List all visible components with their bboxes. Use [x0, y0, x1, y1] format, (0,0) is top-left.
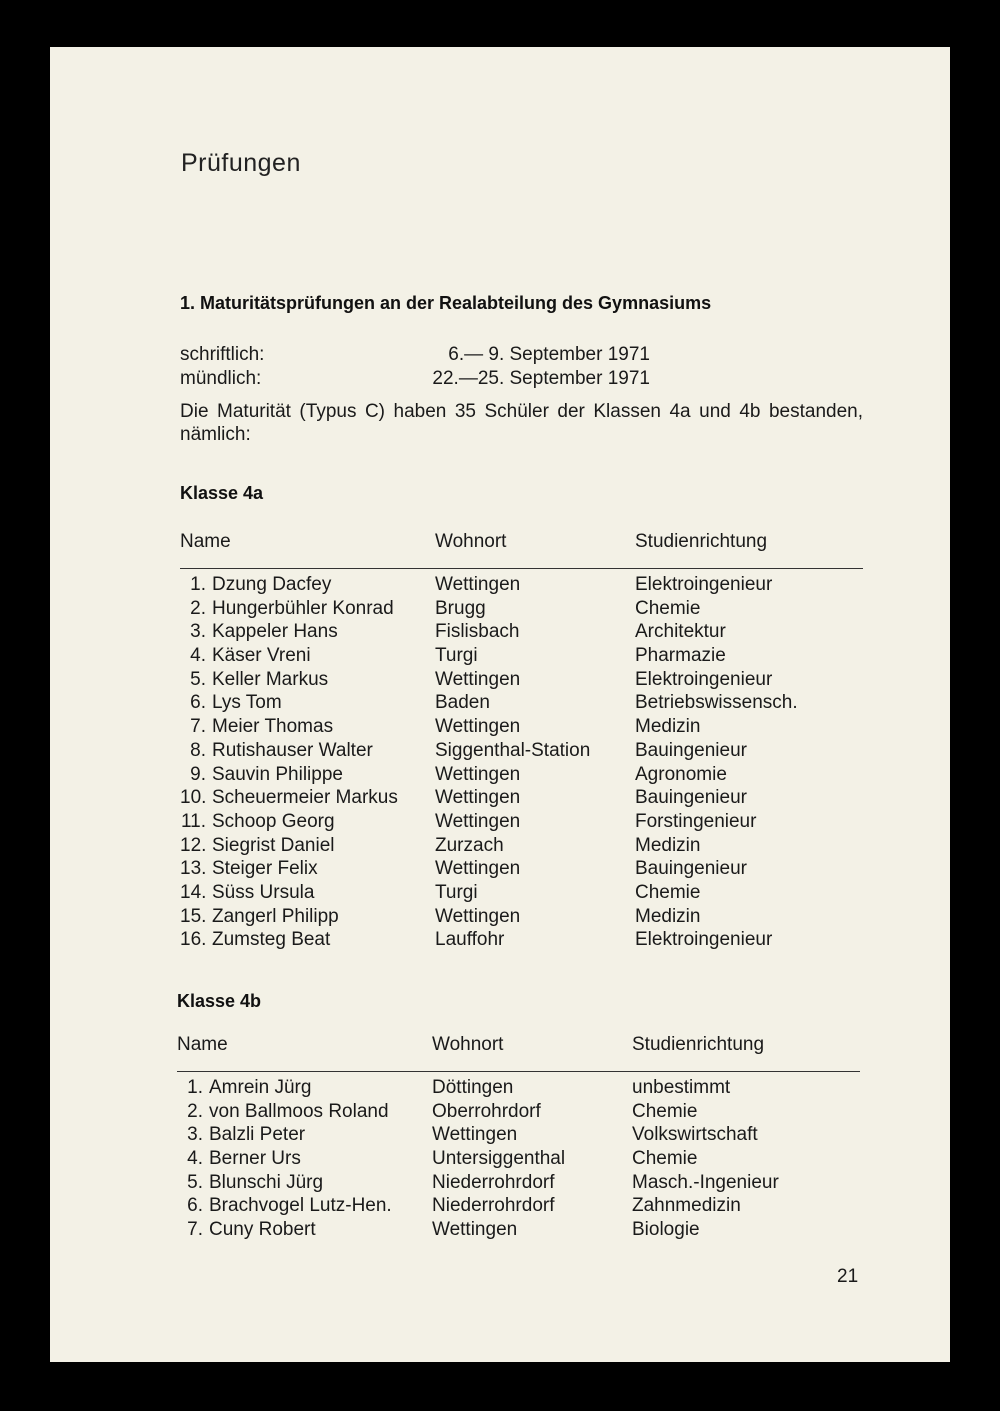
student-wohnort: Siggenthal-Station	[435, 739, 591, 761]
date-value: 22.—25. September 1971	[432, 368, 650, 389]
table-row	[180, 905, 870, 929]
table-row	[180, 763, 870, 787]
row-number: 14.	[180, 881, 207, 903]
student-studienrichtung: unbestimmt	[632, 1077, 731, 1098]
klasse-4b-table	[177, 1076, 867, 1242]
row-number: 2.	[190, 597, 206, 619]
row-number: 3.	[190, 621, 206, 643]
student-studienrichtung: Elektroingenieur	[635, 929, 773, 951]
student-studienrichtung: Forstingenieur	[635, 810, 757, 832]
row-number: 9.	[190, 763, 206, 785]
student-studienrichtung: Chemie	[632, 1148, 698, 1170]
student-studienrichtung: Zahnmedizin	[632, 1195, 741, 1217]
table-row	[180, 810, 870, 834]
student-studienrichtung: Masch.-Ingenieur	[632, 1171, 779, 1193]
student-studienrichtung: Medizin	[635, 834, 701, 856]
student-name: Berner Urs	[209, 1148, 301, 1170]
student-studienrichtung: Chemie	[632, 1100, 698, 1122]
row-number: 6.	[190, 692, 206, 714]
table-row	[180, 834, 870, 858]
table-row	[180, 620, 870, 644]
row-number: 15.	[180, 905, 207, 927]
row-number: 7.	[187, 1219, 203, 1241]
table-row	[177, 1100, 867, 1124]
student-name: Kappeler Hans	[212, 621, 338, 643]
student-wohnort: Wettingen	[435, 716, 521, 738]
student-name: Brachvogel Lutz-Hen.	[209, 1195, 392, 1217]
student-studienrichtung: Biologie	[632, 1219, 700, 1241]
student-wohnort: Untersiggenthal	[432, 1148, 566, 1170]
column-header-wohnort: Wohnort	[432, 1034, 504, 1055]
student-wohnort: Wettingen	[435, 858, 521, 880]
table-row	[177, 1123, 867, 1147]
student-wohnort: Fislisbach	[435, 621, 520, 643]
student-studienrichtung: Betriebswissensch.	[635, 692, 798, 714]
row-number: 4.	[187, 1148, 203, 1170]
row-number: 6.	[187, 1195, 203, 1217]
student-studienrichtung: Agronomie	[635, 763, 727, 785]
student-name: Meier Thomas	[212, 716, 334, 738]
student-name: Cuny Robert	[209, 1219, 316, 1241]
row-number: 5.	[187, 1171, 203, 1193]
student-wohnort: Wettingen	[435, 810, 521, 832]
student-name: Schoop Georg	[212, 810, 335, 832]
student-studienrichtung: Medizin	[635, 716, 701, 738]
student-name: Zangerl Philipp	[212, 905, 339, 927]
student-name: Amrein Jürg	[209, 1077, 312, 1098]
exam-dates	[180, 343, 650, 391]
student-wohnort: Wettingen	[435, 763, 521, 785]
student-wohnort: Wettingen	[432, 1124, 518, 1146]
student-name: Süss Ursula	[212, 881, 315, 903]
student-studienrichtung: Medizin	[635, 905, 701, 927]
table-rule	[180, 568, 863, 569]
table-row	[180, 573, 870, 597]
student-wohnort: Oberrohrdorf	[432, 1100, 541, 1122]
klasse-4b-heading: Klasse 4b	[177, 991, 262, 1011]
student-wohnort: Wettingen	[432, 1219, 518, 1241]
table-row	[180, 597, 870, 621]
row-number: 7.	[190, 716, 206, 738]
page-title: Prüfungen	[181, 149, 301, 177]
student-wohnort: Brugg	[435, 597, 486, 619]
student-name: Hungerbühler Konrad	[212, 597, 394, 619]
date-row-written	[180, 343, 650, 367]
row-number: 11.	[180, 810, 206, 832]
student-wohnort: Döttingen	[432, 1077, 514, 1098]
row-number: 8.	[190, 739, 206, 761]
table-row	[180, 691, 870, 715]
table-row	[177, 1147, 867, 1171]
table-row	[180, 857, 870, 881]
student-name: Scheuermeier Markus	[212, 787, 398, 809]
table-row	[180, 881, 870, 905]
date-row-oral	[180, 367, 650, 391]
table-row	[180, 715, 870, 739]
table-row	[177, 1171, 867, 1195]
row-number: 12.	[180, 834, 207, 856]
column-header-studienrichtung: Studienrichtung	[635, 531, 768, 552]
student-name: Balzli Peter	[209, 1124, 306, 1146]
student-name: Blunschi Jürg	[209, 1171, 324, 1193]
student-studienrichtung: Bauingenieur	[635, 858, 747, 880]
student-wohnort: Wettingen	[435, 574, 521, 595]
column-header-name: Name	[177, 1034, 228, 1055]
document-page	[50, 47, 950, 1362]
student-studienrichtung: Bauingenieur	[635, 787, 747, 809]
table-row	[180, 739, 870, 763]
student-studienrichtung: Bauingenieur	[635, 739, 747, 761]
student-name: Dzung Dacfey	[212, 574, 332, 595]
page-number: 21	[837, 1266, 859, 1287]
row-number: 1.	[187, 1077, 203, 1098]
section-heading: 1. Maturitätsprüfungen an der Realabteilung des Gymnasiums	[180, 293, 712, 313]
table-row	[180, 786, 870, 810]
student-name: Rutishauser Walter	[212, 739, 373, 761]
column-header-wohnort: Wohnort	[435, 531, 507, 552]
student-studienrichtung: Pharmazie	[635, 645, 726, 667]
date-value: 6.— 9. September 1971	[448, 344, 650, 365]
student-name: Keller Markus	[212, 668, 329, 690]
table-row	[177, 1218, 867, 1242]
student-name: Steiger Felix	[212, 858, 318, 880]
student-name: Sauvin Philippe	[212, 763, 343, 785]
row-number: 3.	[187, 1124, 203, 1146]
student-studienrichtung: Chemie	[635, 597, 701, 619]
klasse-4a-table	[180, 573, 870, 952]
student-wohnort: Niederrohrdorf	[432, 1171, 555, 1193]
student-wohnort: Wettingen	[435, 905, 521, 927]
table-row	[180, 928, 870, 952]
student-name: Lys Tom	[212, 692, 282, 714]
student-wohnort: Turgi	[435, 881, 478, 903]
student-wohnort: Lauffohr	[435, 929, 505, 951]
student-wohnort: Baden	[435, 692, 490, 714]
student-name: von Ballmoos Roland	[209, 1100, 389, 1122]
table-row	[177, 1076, 867, 1100]
row-number: 10.	[180, 787, 207, 809]
student-studienrichtung: Architektur	[635, 621, 726, 643]
table-row	[180, 668, 870, 692]
row-number: 1.	[190, 574, 206, 595]
student-wohnort: Turgi	[435, 645, 478, 667]
student-studienrichtung: Elektroingenieur	[635, 574, 773, 595]
row-number: 2.	[187, 1100, 203, 1122]
student-wohnort: Zurzach	[435, 834, 504, 856]
student-name: Siegrist Daniel	[212, 834, 335, 856]
student-studienrichtung: Elektroingenieur	[635, 668, 773, 690]
row-number: 5.	[190, 668, 206, 690]
student-wohnort: Wettingen	[435, 668, 521, 690]
student-studienrichtung: Chemie	[635, 881, 701, 903]
klasse-4a-heading: Klasse 4a	[180, 483, 264, 503]
date-label: mündlich:	[180, 368, 262, 389]
student-wohnort: Wettingen	[435, 787, 521, 809]
student-name: Käser Vreni	[212, 645, 311, 667]
table-row	[177, 1194, 867, 1218]
table-row	[180, 644, 870, 668]
column-header-studienrichtung: Studienrichtung	[632, 1034, 765, 1055]
row-number: 16.	[180, 929, 207, 951]
column-header-name: Name	[180, 531, 231, 552]
row-number: 13.	[180, 858, 207, 880]
date-label: schriftlich:	[180, 344, 265, 365]
intro-paragraph: Die Maturität (Typus C) haben 35 Schüler der Klassen 4a und 4b bestanden, nämlich:	[180, 401, 863, 445]
row-number: 4.	[190, 645, 206, 667]
table-rule	[177, 1071, 860, 1072]
student-studienrichtung: Volkswirtschaft	[632, 1124, 758, 1146]
student-wohnort: Niederrohrdorf	[432, 1195, 555, 1217]
student-name: Zumsteg Beat	[212, 929, 331, 951]
